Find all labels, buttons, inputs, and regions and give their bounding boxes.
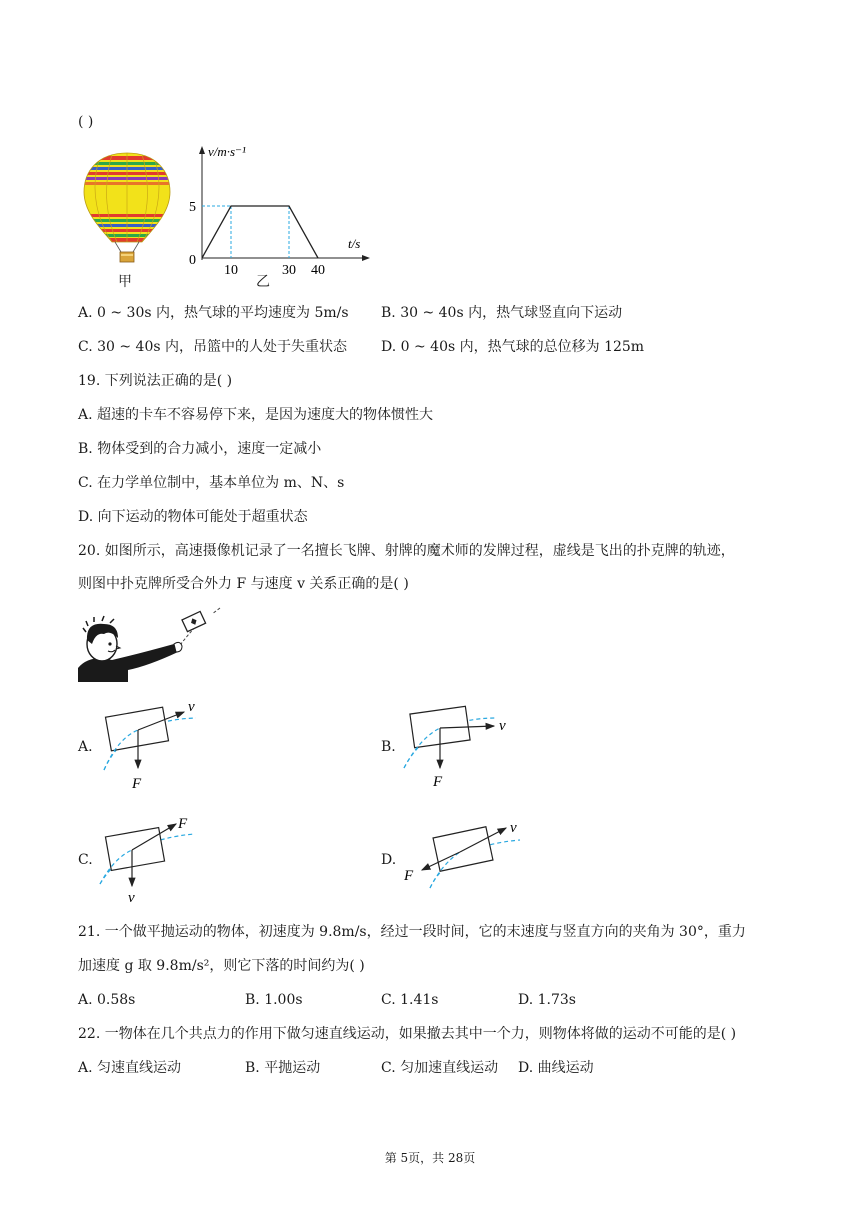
velocity-label: v — [188, 699, 195, 715]
q21-option-d: D. 1.73s — [518, 992, 576, 1008]
q22-option-b: B. 平抛运动 — [245, 1060, 321, 1076]
vt-series-line — [202, 206, 318, 258]
origin-label: 0 — [189, 253, 196, 268]
y-axis-label: v/m·s⁻¹ — [208, 144, 246, 159]
q20-option-a-diagram — [96, 698, 216, 798]
force-label: F — [433, 774, 443, 790]
q22-stem: 22. 一物体在几个共点力的作用下做匀速直线运动，如果撤去其中一个力，则物体将做的运动不可能的是( ) — [78, 1026, 737, 1042]
q20-stem-line1: 20. 如图所示，高速摄像机记录了一名擅长飞牌、射牌的魔术师的发牌过程，虚线是飞出的扑克牌的轨迹， — [78, 543, 735, 559]
x-tick-label: 30 — [282, 263, 296, 278]
velocity-label: v — [510, 820, 517, 836]
force-label: F — [132, 776, 142, 792]
q21-stem-line2: 加速度 g 取 9.8m/s²，则它下落的时间约为( ) — [78, 958, 365, 974]
x-axis-label: t/s — [348, 236, 361, 251]
q22-option-d: D. 曲线运动 — [518, 1060, 594, 1076]
graph-caption: 乙 — [256, 274, 270, 290]
q20-stem-line2: 则图中扑克牌所受合外力 F 与速度 v 关系正确的是( ) — [78, 576, 409, 592]
vt-graph — [180, 140, 380, 278]
balloon-caption: 甲 — [118, 274, 132, 290]
q20-option-b-diagram — [400, 698, 520, 798]
q21-option-b: B. 1.00s — [245, 992, 303, 1008]
q22-option-a: A. 匀速直线运动 — [78, 1060, 182, 1076]
q19-option-a: A. 超速的卡车不容易停下来，是因为速度大的物体惯性大 — [78, 407, 434, 423]
q18-paren: ( ) — [78, 114, 94, 130]
q19-option-d: D. 向下运动的物体可能处于超重状态 — [78, 509, 308, 525]
q18-option-b: B. 30 ~ 40s 内，热气球竖直向下运动 — [381, 305, 623, 321]
y-tick-label: 5 — [189, 200, 196, 215]
q20-option-b-letter: B. — [381, 739, 396, 755]
q18-option-a: A. 0 ~ 30s 内，热气球的平均速度为 5m/s — [78, 305, 349, 321]
q20-option-d-letter: D. — [381, 852, 397, 868]
velocity-label: v — [128, 890, 135, 906]
q18-option-c: C. 30 ~ 40s 内，吊篮中的人处于失重状态 — [78, 339, 348, 355]
velocity-label: v — [499, 718, 506, 734]
x-tick-label: 40 — [311, 263, 325, 278]
q20-option-c-diagram — [96, 812, 216, 907]
force-label: F — [178, 816, 188, 832]
q20-option-d-diagram — [400, 812, 530, 907]
q21-option-c: C. 1.41s — [381, 992, 439, 1008]
q20-option-c-letter: C. — [78, 852, 93, 868]
force-label: F — [404, 868, 414, 884]
q19-option-b: B. 物体受到的合力减小，速度一定减小 — [78, 441, 322, 457]
page-footer: 第 5页，共 28页 — [384, 1151, 476, 1165]
q20-option-a-letter: A. — [78, 739, 93, 755]
q18-option-d: D. 0 ~ 40s 内，热气球的总位移为 125m — [381, 339, 645, 355]
hot-air-balloon-icon — [82, 150, 172, 275]
x-tick-label: 10 — [224, 263, 238, 278]
q21-stem-line1: 21. 一个做平抛运动的物体，初速度为 9.8m/s，经过一段时间，它的末速度与竖直方向的夹角为 30°，重力 — [78, 924, 746, 940]
q21-option-a: A. 0.58s — [78, 992, 136, 1008]
q22-option-c: C. 匀加速直线运动 — [381, 1060, 499, 1076]
q19-option-c: C. 在力学单位制中，基本单位为 m、N、s — [78, 475, 345, 491]
q19-stem: 19. 下列说法正确的是( ) — [78, 373, 233, 389]
magician-illustration — [78, 604, 228, 684]
